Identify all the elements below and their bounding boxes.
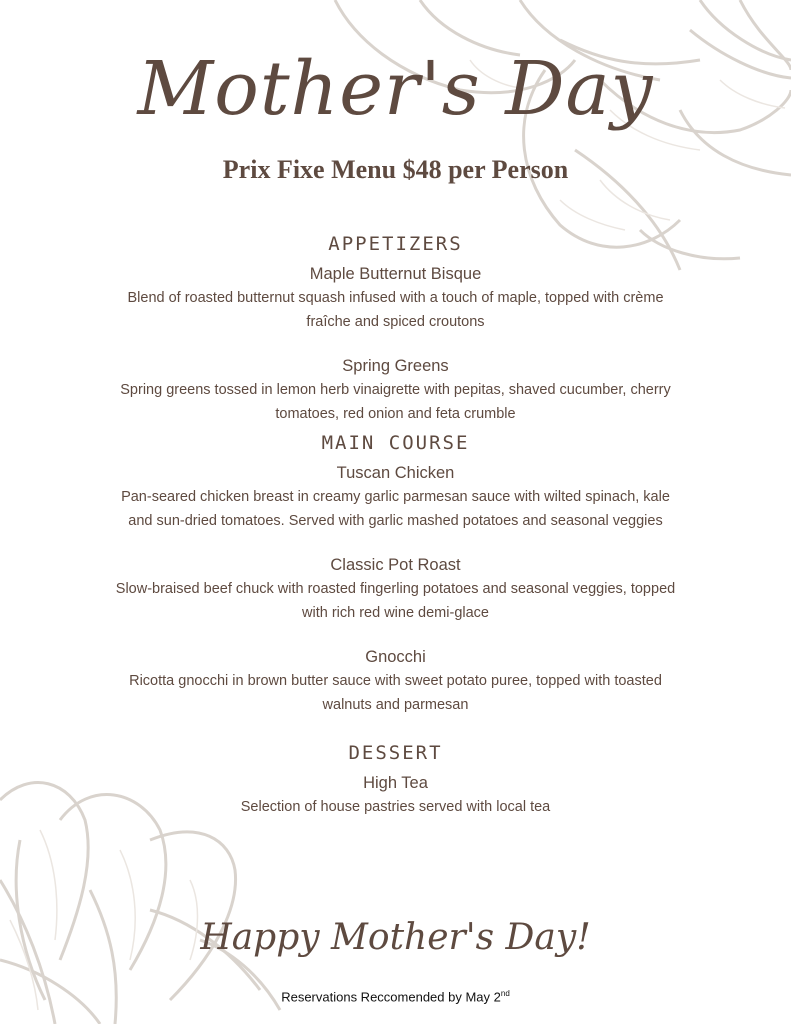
reservations-text: Reservations Reccomended by May 2 <box>281 989 501 1005</box>
dish-name: Spring Greens <box>342 357 449 375</box>
section-title-dessert: DESSERT <box>348 742 443 764</box>
dish-description: Slow-braised beef chuck with roasted fingerling potatoes and seasonal veggies, topped with rich red wine demi-glace <box>115 581 676 621</box>
section-title-main-course: MAIN COURSE <box>321 432 470 454</box>
dish-description: Spring greens tossed in lemon herb vinaigrette with pepitas, shaved cucumber, cherry tomatoes, red onion and feta crumble <box>120 382 671 422</box>
dish-description: Selection of house pastries served with local tea <box>240 799 551 815</box>
reservations-suffix: nd <box>500 989 510 998</box>
closing-greeting: Happy Mother's Day! <box>200 917 591 958</box>
dish-description: Blend of roasted butternut squash infused with a touch of maple, topped with crème fraîche and spiced croutons <box>127 290 664 330</box>
dish-name: Maple Butternut Bisque <box>309 265 482 283</box>
dish-name: Gnocchi <box>365 648 426 666</box>
page-title: Mother's Day <box>137 46 654 132</box>
menu-subtitle: Prix Fixe Menu $48 per Person <box>222 155 569 184</box>
dish-description: Ricotta gnocchi in brown butter sauce with sweet potato puree, topped with toasted walnuts and parmesan <box>129 673 662 713</box>
dish-description: Pan-seared chicken breast in creamy garlic parmesan sauce with wilted spinach, kale and sun-dried tomatoes. Served with garlic mashed potatoes and seasonal veggies <box>121 489 670 529</box>
dish-name: Classic Pot Roast <box>330 556 461 574</box>
dish-name: Tuscan Chicken <box>336 464 455 482</box>
menu-body <box>0 230 791 819</box>
section-title-appetizers: APPETIZERS <box>328 233 463 255</box>
dish-name: High Tea <box>363 774 428 792</box>
reservations-note <box>0 989 791 1004</box>
